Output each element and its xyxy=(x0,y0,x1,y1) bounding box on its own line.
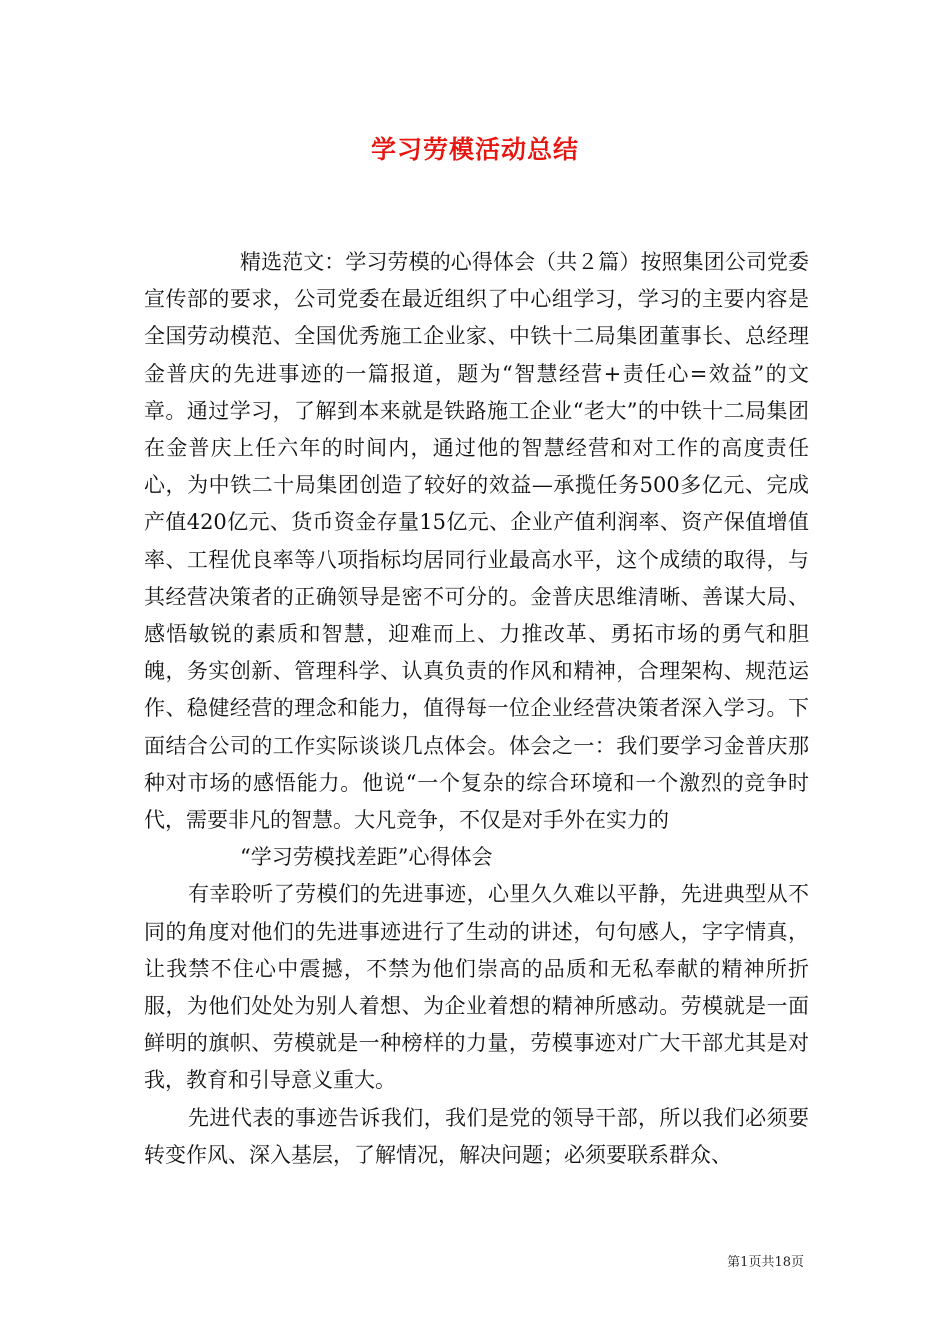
section-heading: “学习劳模找差距”心得体会 xyxy=(240,845,493,870)
paragraph-experience: 有幸聆听了劳模们的先进事迹，心里久久难以平静，先进典型从不同的角度对他们的先进事迹进行了生动的讲述，句句感人，字字情真，让我禁不住心中震撼，不禁为他们崇高的品质和无私奉献的精神所折服，为他们处处为别人着想、为企业着想的精神所感动。劳模就是一面鲜明的旗帜、劳模就是一种榜样的力量，劳模事迹对广大干部尤其是对我，教育和引导意义重大。 xyxy=(144,882,809,1093)
paragraph-lessons: 先进代表的事迹告诉我们，我们是党的领导干部，所以我们必须要转变作风、深入基层，了解情况，解决问题；必须要联系群众、 xyxy=(144,1105,809,1167)
paragraph-intro: 精选范文：学习劳模的心得体会（共２篇）按照集团公司党委宣传部的要求，公司党委在最近组织了中心组学习，学习的主要内容是全国劳动模范、全国优秀施工企业家、中铁十二局集团董事长、总经理金普庆的先进事迹的一篇报道，题为“智慧经营+责任心=效益”的文章。通过学习，了解到本来就是铁路施工企业“老大”的中铁十二局集团在金普庆上任六年的时间内，通过他的智慧经营和对工作的高度责任心，为中铁二十局集团创造了较好的效益—承揽任务500多亿元、完成产值420亿元、货币资金存量15亿元、企业产值利润率、资产保值增值率、工程优良率等八项指标均居同行业最高水平，这个成绩的取得，与其经营决策者的正确领导是密不可分的。金普庆思维清晰、善谋大局、感悟敏锐的素质和智慧，迎难而上、力推改革、勇拓市场的勇气和胆魄，务实创新、管理科学、认真负责的作风和精神，合理架构、规范运作、稳健经营的理念和能力，值得每一位企业经营决策者深入学习。下面结合公司的工作实际谈谈几点体会。体会之一：我们要学习金普庆那种对市场的感悟能力。他说“一个复杂的综合环境和一个激烈的竞争时代，需要非凡的智慧。大凡竞争，不仅是对手外在实力的 xyxy=(144,250,809,833)
document-title: 学习劳模活动总结 xyxy=(370,135,579,164)
document-body xyxy=(144,244,809,1174)
page-number: 第1页共18页 xyxy=(727,1255,804,1270)
